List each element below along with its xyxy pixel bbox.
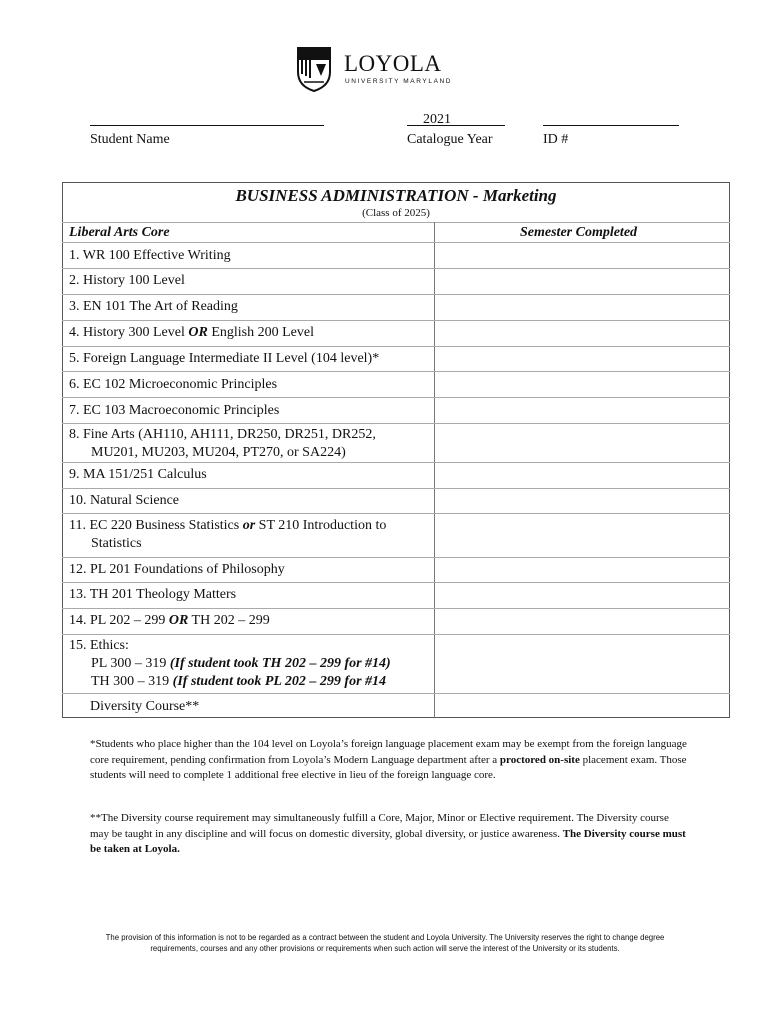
row-divider [62, 513, 730, 514]
student-name-label: Student Name [90, 132, 170, 147]
logo-wordmark: LOYOLA [344, 51, 442, 76]
row-divider [62, 268, 730, 269]
row-divider [62, 582, 730, 583]
program-subtitle: (Class of 2025) [362, 207, 430, 219]
row-divider [62, 242, 730, 243]
row-divider [62, 488, 730, 489]
row-divider [62, 397, 730, 398]
disclaimer-footer: The provision of this information is not to be regarded as a contract between the student and Loyola University. The University reserves the right to change degree requirements, courses and any other provisions or requirements when such action will serve the interest of the University or its students. [105, 933, 665, 953]
table-row: 8. Fine Arts (AH110, AH111, DR250, DR251, DR252, MU201, MU203, MU204, PT270, or SA224) [69, 427, 376, 460]
table-row: Diversity Course** [90, 699, 200, 714]
row-divider [62, 320, 730, 321]
table-row: 1. WR 100 Effective Writing [69, 248, 231, 263]
note-foreign-language: *Students who place higher than the 104 level on Loyola’s foreign language placement exam may be exempt from the foreign language core requirement, pending confirmation from Loyola’s Modern Language department after a proctored on-site placement exam. Those students will need to complete 1 additional free elective in lieu of the foreign language core. [90, 738, 687, 781]
program-title: BUSINESS ADMINISTRATION - Marketing [235, 186, 557, 205]
row-divider [62, 346, 730, 347]
logo-subword: UNIVERSITY MARYLAND [345, 78, 453, 85]
table-row: 2. History 100 Level [69, 273, 185, 288]
table-row: 10. Natural Science [69, 493, 180, 508]
table-row: 13. TH 201 Theology Matters [69, 587, 237, 602]
id-label: ID # [543, 132, 569, 147]
table-row: 15. Ethics: PL 300 – 319 (If student took TH 202 – 299 for #14) TH 300 – 319 (If student took PL 202 – 299 for #14 [69, 638, 391, 689]
column-header-semester: Semester Completed [520, 225, 638, 240]
table-row: 11. EC 220 Business Statistics or ST 210 Introduction to Statistics [69, 518, 387, 551]
column-header-core: Liberal Arts Core [69, 225, 170, 240]
catalogue-year-value: 2021 [423, 112, 451, 127]
divider [62, 222, 730, 223]
table-row: 5. Foreign Language Intermediate II Level (104 level)* [69, 351, 380, 366]
row-divider [62, 608, 730, 609]
table-row: 12. PL 201 Foundations of Philosophy [69, 562, 285, 577]
loyola-logo [296, 46, 456, 94]
catalogue-year-label: Catalogue Year [407, 132, 493, 147]
row-divider [62, 423, 730, 424]
note-diversity: **The Diversity course requirement may simultaneously fulfill a Core, Major, Minor or Elective requirement. The Diversity course may be taught in any discipline and will focus on domestic diversity, global diversity, or justice awareness. The Diversity course must be taken at Loyola. [90, 812, 686, 855]
table-row: 4. History 300 Level OR English 200 Level [69, 325, 314, 340]
table-row: 6. EC 102 Microeconomic Principles [69, 377, 278, 392]
row-divider [62, 462, 730, 463]
table-row: 14. PL 202 – 299 OR TH 202 – 299 [69, 613, 270, 628]
row-divider [62, 693, 730, 694]
shield-icon [296, 46, 332, 92]
row-divider [62, 371, 730, 372]
row-divider [62, 634, 730, 635]
table-row: 3. EN 101 The Art of Reading [69, 299, 238, 314]
row-divider [62, 557, 730, 558]
table-row: 7. EC 103 Macroeconomic Principles [69, 403, 280, 418]
table-row: 9. MA 151/251 Calculus [69, 467, 207, 482]
row-divider [62, 294, 730, 295]
column-divider [434, 222, 435, 718]
